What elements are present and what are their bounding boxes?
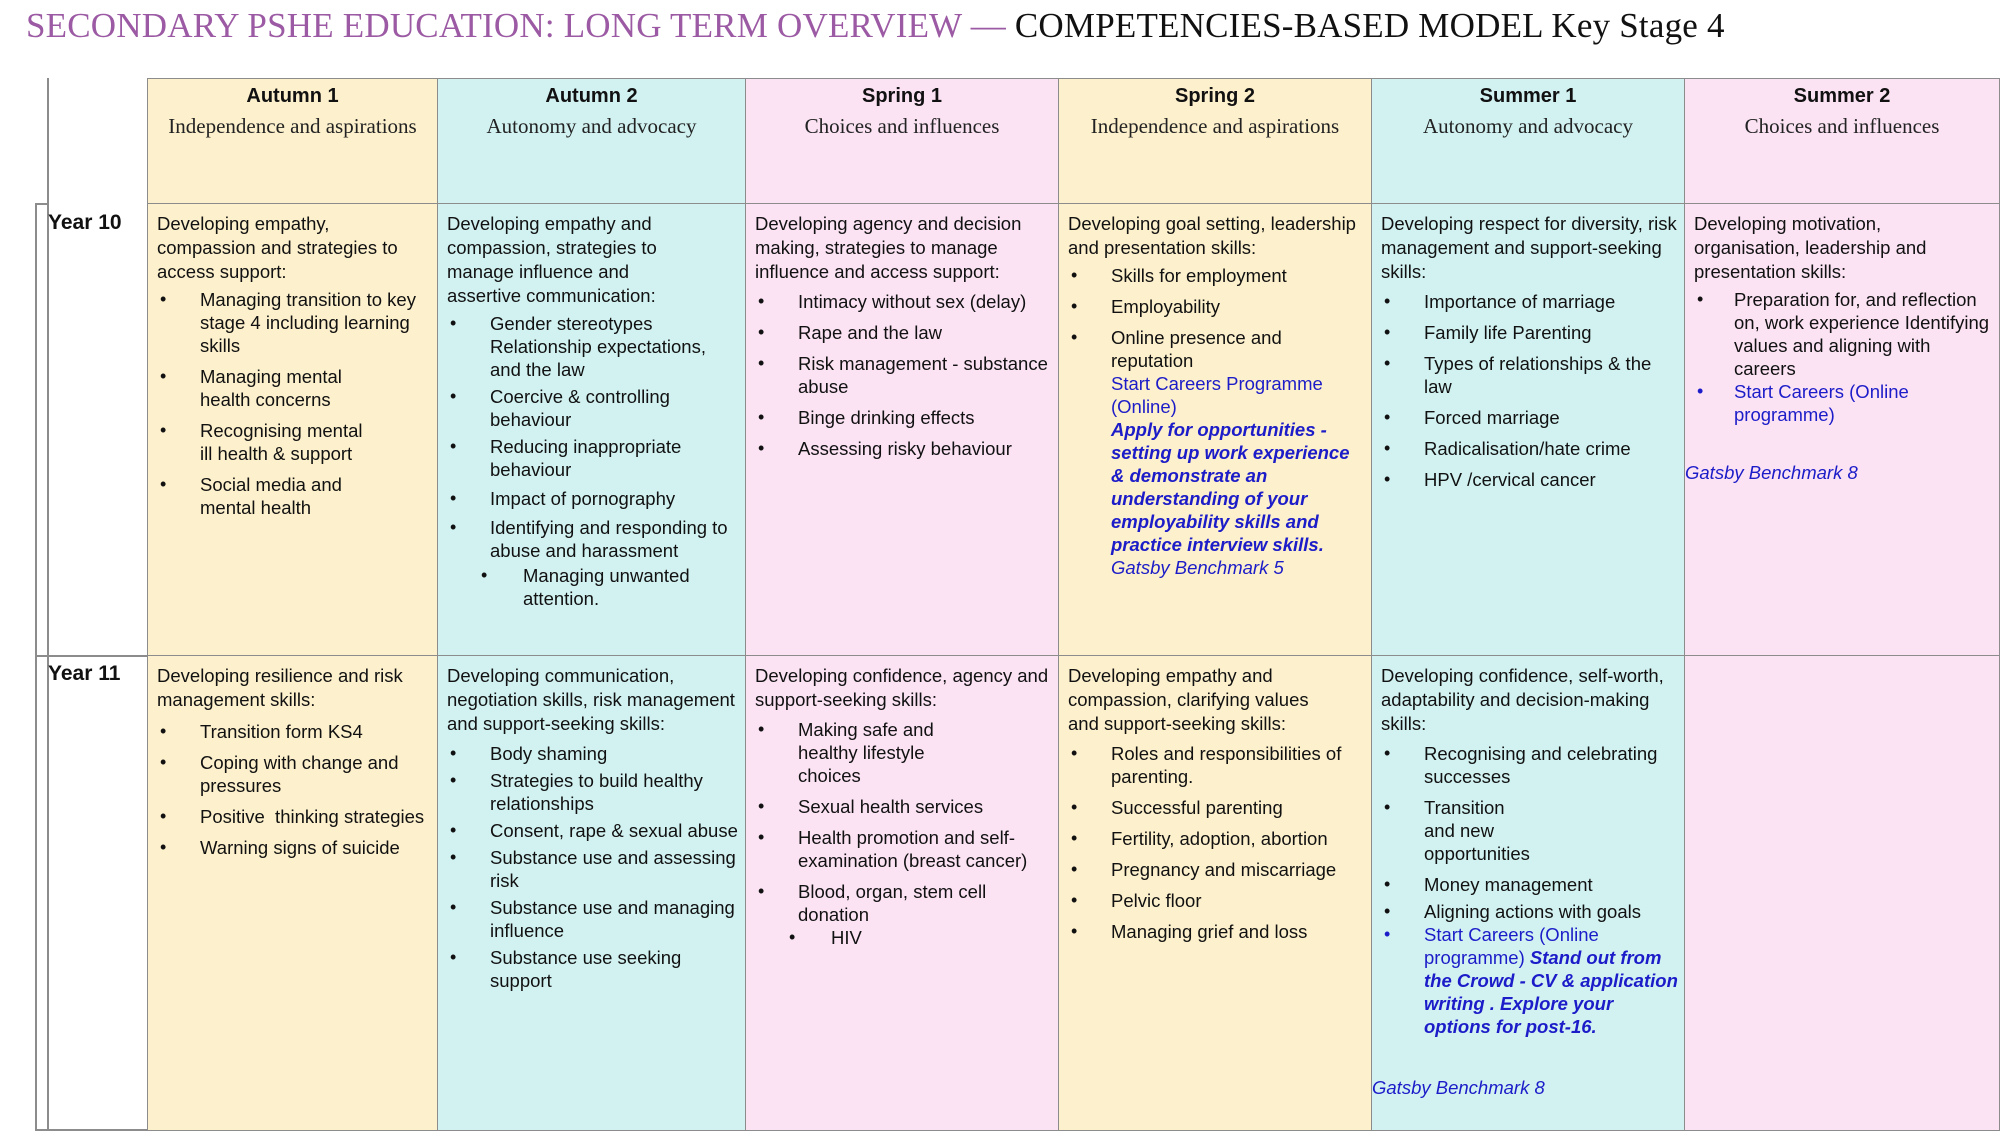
careers-note: Stand out from the Crowd - CV & application writing . Explore your options for post-16. (1424, 947, 1678, 1037)
list-item: • Binge drinking effects (755, 406, 1054, 429)
y11-autumn-1 (147, 655, 438, 1131)
list-item: • Online presence and reputation (1068, 326, 1367, 372)
y11-spring-1 (745, 655, 1059, 1131)
page-title-part2: COMPETENCIES-BASED MODEL Key Stage 4 (1014, 6, 1725, 45)
list-item: • Identifying and responding to abuse and harassment (447, 516, 741, 562)
row-divider-year11 (35, 655, 148, 657)
list-item: • Recognising mental ill health & support (157, 419, 433, 465)
list-item: • Intimacy without sex (delay) (755, 290, 1054, 313)
header-autumn-1 (147, 78, 438, 204)
list-item: • Substance use seeking support (447, 946, 741, 992)
cell-intro: Developing resilience and risk management skills: (157, 665, 403, 710)
table-row-bracket (35, 203, 37, 1131)
header-spring-2 (1058, 78, 1372, 204)
theme-label: Choices and influences (1744, 114, 1940, 138)
careers-programme-link[interactable]: Start Careers (Online programme) (1734, 381, 1909, 425)
cell-intro: Developing agency and decision making, strategies to manage influence and access support: (755, 213, 1022, 282)
list-item: • Making safe and healthy lifestyle choices (755, 718, 1054, 787)
list-item: • Gender stereotypes Relationship expectations, and the law (447, 312, 741, 381)
list-item: • Positive thinking strategies (157, 805, 433, 828)
y10-spring-1 (745, 203, 1059, 656)
list-item: • Importance of marriage (1381, 290, 1680, 313)
y11-summer-1 (1371, 655, 1685, 1131)
sub-list-item: • HIV (755, 926, 1054, 949)
topic-list (447, 312, 741, 610)
list-item: • Sexual health services (755, 795, 1054, 818)
theme-label: Choices and influences (804, 114, 1000, 138)
list-item: • Health promotion and self- examination (breast cancer) (755, 826, 1054, 872)
careers-programme-link[interactable]: Start Careers (Online programme) (1424, 924, 1599, 968)
term-label: Spring 2 (1174, 85, 1255, 107)
gatsby-benchmark: Gatsby Benchmark 8 (1372, 1077, 1545, 1098)
list-item: • Roles and responsibilities of parenting. (1068, 742, 1367, 788)
cell-intro: Developing confidence, agency and support-seeking skills: (755, 665, 1049, 710)
list-item: • Substance use and assessing risk (447, 846, 741, 892)
careers-note: Apply for opportunities - setting up work experience & demonstrate an understanding of your employability skills and practice interview skills. (1111, 419, 1350, 555)
list-item: • Radicalisation/hate crime (1381, 437, 1680, 460)
list-item: • Transition and new opportunities (1381, 796, 1680, 865)
cell-intro: Developing goal setting, leadership and presentation skills: (1068, 213, 1356, 258)
list-item: • Managing grief and loss (1068, 920, 1367, 943)
header-spring-1 (745, 78, 1059, 204)
term-label: Summer 2 (1793, 85, 1891, 107)
list-item: • Forced marriage (1381, 406, 1680, 429)
term-label: Spring 1 (861, 85, 942, 107)
list-item: • Reducing inappropriate behaviour (447, 435, 741, 481)
term-label: Autumn 2 (545, 85, 638, 107)
list-item: • Skills for employment (1068, 264, 1367, 287)
page-title-part1: SECONDARY PSHE EDUCATION: LONG TERM OVERVIEW — (26, 6, 1006, 45)
topic-list (1068, 264, 1367, 372)
list-item: • Money management (1381, 873, 1680, 896)
theme-label: Independence and aspirations (168, 114, 417, 138)
cell-intro: Developing confidence, self-worth, adaptability and decision-making skills: (1381, 665, 1664, 734)
theme-label: Independence and aspirations (1090, 114, 1340, 138)
list-item: • Assessing risky behaviour (755, 437, 1054, 460)
topic-list (755, 290, 1054, 460)
gatsby-benchmark: Gatsby Benchmark 5 (1111, 557, 1284, 578)
term-label: Summer 1 (1479, 85, 1577, 107)
careers-link-item[interactable] (1694, 380, 1995, 426)
list-item: • Successful parenting (1068, 796, 1367, 819)
list-item: • Managing transition to key stage 4 including learning skills (157, 288, 433, 357)
y11-spring-2 (1058, 655, 1372, 1131)
y10-summer-1 (1371, 203, 1685, 656)
list-item: • Rape and the law (755, 321, 1054, 344)
cell-intro: Developing respect for diversity, risk management and support-seeking skills: (1381, 213, 1677, 282)
list-item: • Consent, rape & sexual abuse (447, 819, 741, 842)
cell-intro: Developing communication, negotiation skills, risk management and support-seeking skills: (447, 665, 735, 734)
list-item: • Aligning actions with goals (1381, 900, 1680, 923)
year-11-label: Year 11 (48, 662, 121, 685)
list-item: • Warning signs of suicide (157, 836, 433, 859)
list-item: • Managing mental health concerns (157, 365, 433, 411)
list-item: • Substance use and managing influence (447, 896, 741, 942)
term-label: Autumn 1 (246, 85, 339, 107)
y11-summer-2 (1684, 655, 2000, 1131)
list-item: • HPV /cervical cancer (1381, 468, 1680, 491)
list-item: • Employability (1068, 295, 1367, 318)
list-item: • Coercive & controlling behaviour (447, 385, 741, 431)
table-row-bracket-top (35, 203, 48, 205)
table-left-border (47, 78, 49, 1131)
topic-list (157, 720, 433, 859)
list-item: • Strategies to build healthy relationships (447, 769, 741, 815)
topic-list (1068, 742, 1367, 943)
y10-spring-2 (1058, 203, 1372, 656)
topic-list (755, 718, 1054, 949)
list-item: • Recognising and celebrating successes (1381, 742, 1680, 788)
header-summer-2 (1684, 78, 2000, 204)
list-item: • Family life Parenting (1381, 321, 1680, 344)
theme-label: Autonomy and advocacy (486, 114, 697, 138)
theme-label: Autonomy and advocacy (1423, 114, 1633, 138)
list-item: • Preparation for, and reflection on, work experience Identifying values and aligning with careers (1694, 288, 1995, 380)
topic-list (1381, 742, 1680, 1038)
list-item: • Social media and mental health (157, 473, 433, 519)
y11-autumn-2 (437, 655, 746, 1131)
list-item: • Impact of pornography (447, 487, 741, 510)
list-item: • Transition form KS4 (157, 720, 433, 743)
list-item: • Fertility, adoption, abortion (1068, 827, 1367, 850)
list-item: • Pregnancy and miscarriage (1068, 858, 1367, 881)
header-summer-1 (1371, 78, 1685, 204)
cell-intro: Developing empathy and compassion, strategies to manage influence and assertive communication: (447, 213, 657, 306)
cell-intro: Developing empathy and compassion, clarifying values and support-seeking skills: (1068, 665, 1309, 734)
y10-autumn-1 (147, 203, 438, 656)
year-10-label: Year 10 (48, 211, 122, 234)
topic-list (157, 288, 433, 519)
gatsby-benchmark: Gatsby Benchmark 8 (1685, 462, 1858, 483)
careers-programme-link[interactable]: Start Careers Programme (Online) (1111, 373, 1323, 417)
list-item: • Blood, organ, stem cell donation (755, 880, 1054, 926)
y10-summer-2 (1684, 203, 2000, 656)
topic-list (447, 742, 741, 992)
topic-list (1694, 288, 1995, 426)
topic-list (1381, 290, 1680, 491)
cell-intro: Developing empathy, compassion and strategies to access support: (157, 213, 398, 282)
header-autumn-2 (437, 78, 746, 204)
y10-autumn-2 (437, 203, 746, 656)
list-item: • Body shaming (447, 742, 741, 765)
list-item: • Pelvic floor (1068, 889, 1367, 912)
careers-link-item[interactable] (1381, 923, 1680, 1038)
list-item: • Types of relationships & the law (1381, 352, 1680, 398)
sub-list-item: • Managing unwanted attention. (447, 564, 741, 610)
list-item: • Coping with change and pressures (157, 751, 433, 797)
cell-intro: Developing motivation, organisation, leadership and presentation skills: (1694, 213, 1927, 282)
list-item: • Risk management - substance abuse (755, 352, 1054, 398)
